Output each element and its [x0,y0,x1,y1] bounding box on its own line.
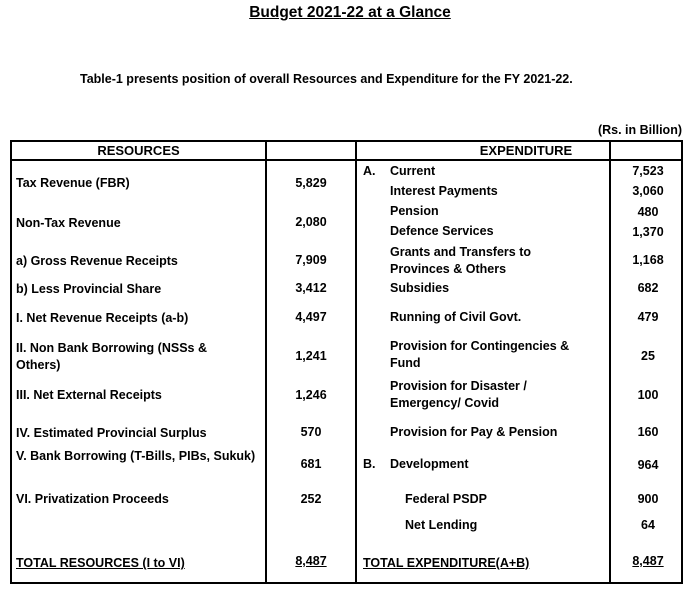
expenditure-value: 480 [637,205,659,219]
resource-label: III. Net External Receipts [16,388,162,402]
expenditure-value: 25 [641,349,655,363]
total-resources-label: TOTAL RESOURCES (I to VI) [16,556,185,570]
resource-value: 3,412 [295,281,327,295]
expenditure-label: Provision for Contingencies & Fund [390,339,570,370]
resource-value: 2,080 [295,215,327,229]
resource-label: IV. Estimated Provincial Surplus [16,426,207,440]
expenditure-prefix: B. [363,457,376,471]
total-resources-amount: 8,487 [295,554,327,568]
total-resources-value [267,553,355,570]
expenditure-value: 900 [637,492,659,506]
expenditure-label: Grants and Transfers to Provinces & Others [390,245,532,276]
budget-table [10,140,683,584]
resource-label: Tax Revenue (FBR) [16,176,130,190]
column-divider [355,142,357,582]
expenditure-header: EXPENDITURE [479,143,573,158]
expenditure-value: 964 [637,458,659,472]
expenditure-label: Defence Services [390,224,494,238]
resource-label: a) Gross Revenue Receipts [16,254,178,268]
resource-label: b) Less Provincial Share [16,282,162,296]
expenditure-prefix: A. [363,164,376,178]
resource-value: 7,909 [295,253,327,267]
expenditure-value: 3,060 [632,184,664,198]
resource-value: 252 [300,492,322,506]
unit-label: (Rs. in Billion) [597,123,682,137]
resource-label: II. Non Bank Borrowing (NSSs & Others) [16,341,207,372]
resource-value: 4,497 [295,310,327,324]
resource-value: 1,246 [295,388,327,402]
expenditure-label: Net Lending [405,518,478,532]
expenditure-value: 160 [637,425,659,439]
expenditure-label: Pension [390,204,439,218]
expenditure-label: Federal PSDP [405,492,487,506]
resource-value: 1,241 [295,349,327,363]
expenditure-value: 682 [637,281,659,295]
resource-label: Non-Tax Revenue [16,216,121,230]
resource-label: I. Net Revenue Receipts (a-b) [16,311,189,325]
resource-label: V. Bank Borrowing (T-Bills, PIBs, Sukuk) [16,449,256,463]
expenditure-label: Running of Civil Govt. [390,310,522,324]
total-expenditure-label: TOTAL EXPENDITURE(A+B) [363,556,530,570]
resource-label: VI. Privatization Proceeds [16,492,169,506]
expenditure-value: 1,370 [632,225,664,239]
expenditure-label: Interest Payments [390,184,498,198]
expenditure-value: 100 [637,388,659,402]
intro-text: Table-1 presents position of overall Resources and Expenditure for the FY 2021-22. [80,72,573,86]
expenditure-value: 64 [641,518,655,532]
expenditure-label: Provision for Disaster / Emergency/ Covid [390,379,527,410]
header-divider [12,159,681,161]
expenditure-value: 1,168 [632,253,664,267]
expenditure-label: Development [390,457,469,471]
expenditure-value: 7,523 [632,164,664,178]
resource-value: 5,829 [295,176,327,190]
expenditure-label: Subsidies [390,281,450,295]
resource-value: 570 [300,425,322,439]
resource-value: 681 [300,457,322,471]
expenditure-label: Provision for Pay & Pension [390,425,558,439]
total-expenditure-amount: 8,487 [632,554,664,568]
total-expenditure-value [611,553,685,570]
resources-header: RESOURCES [97,143,180,158]
expenditure-label: Current [390,164,436,178]
expenditure-value: 479 [637,310,659,324]
document-title: Budget 2021-22 at a Glance [249,4,451,21]
